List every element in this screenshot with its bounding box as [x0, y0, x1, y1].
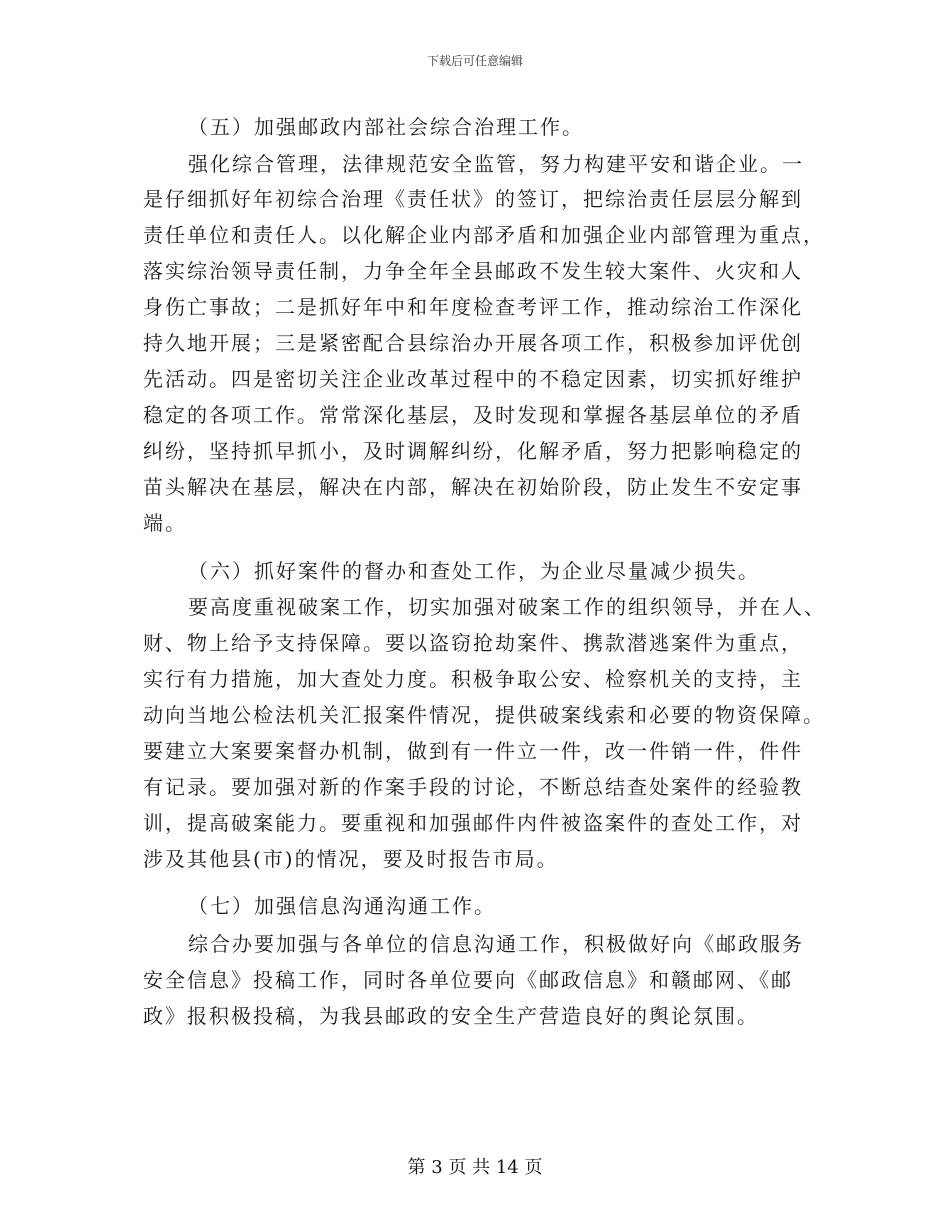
paragraph-line: 纠纷，坚持抓早抓小，及时调解纠纷，化解矛盾，努力把影响稳定的 [143, 439, 803, 463]
paragraph-line: 责任单位和责任人。以化解企业内部矛盾和加强企业内部管理为重点， [143, 223, 825, 247]
paragraph-line: 落实综治领导责任制，力争全年全县邮政不发生较大案件、火灾和人 [143, 259, 803, 283]
paragraph-line: 稳定的各项工作。常常深化基层，及时发现和掌握各基层单位的矛盾 [143, 403, 803, 427]
paragraph-line: 训，提高破案能力。要重视和加强邮件内件被盗案件的查处工作，对 [143, 811, 803, 835]
paragraph-line: 财、物上给予支持保障。要以盗窃抢劫案件、携款潜逃案件为重点， [143, 631, 803, 655]
paragraph-line: 动向当地公检法机关汇报案件情况，提供破案线索和必要的物资保障。 [143, 703, 825, 727]
paragraph-line: 要建立大案要案督办机制，做到有一件立一件，改一件销一件，件件 [143, 739, 803, 763]
paragraph-line: 端。 [143, 511, 187, 535]
paragraph-line: 安全信息》投稿工作，同时各单位要向《邮政信息》和赣邮网、《邮 [143, 968, 793, 992]
section-heading-5: （五）加强邮政内部社会综合治理工作。 [188, 115, 584, 139]
paragraph-line: 有记录。要加强对新的作案手段的讨论，不断总结查处案件的经验教 [143, 775, 803, 799]
paragraph-line: 实行有力措施，加大查处力度。积极争取公安、检察机关的支持，主 [143, 667, 803, 691]
page-header: 下载后可任意编辑 [426, 54, 523, 68]
paragraph-line: 政》报积极投稿，为我县邮政的安全生产营造良好的舆论氛围。 [143, 1004, 759, 1028]
page-number-footer: 第 3 页 共 14 页 [407, 1157, 543, 1178]
paragraph-line: 是仔细抓好年初综合治理《责任状》的签订，把综治责任层层分解到 [143, 187, 803, 211]
paragraph-line: 身伤亡事故；二是抓好年中和年度检查考评工作，推动综治工作深化 [143, 295, 803, 319]
section-heading-6: （六）抓好案件的督办和查处工作，为企业尽量减少损失。 [188, 559, 760, 583]
section-heading-7: （七）加强信息沟通沟通工作。 [188, 894, 496, 918]
paragraph-line: 苗头解决在基层，解决在内部，解决在初始阶段，防止发生不安定事 [143, 475, 803, 499]
paragraph-line: 强化综合管理，法律规范安全监管，努力构建平安和谐企业。一 [188, 152, 804, 176]
paragraph-line: 先活动。四是密切关注企业改革过程中的不稳定因素，切实抓好维护 [143, 367, 803, 391]
paragraph-line: 综合办要加强与各单位的信息沟通工作，积极做好向《邮政服务 [188, 932, 804, 956]
paragraph-line: 涉及其他县(市)的情况，要及时报告市局。 [143, 847, 559, 871]
paragraph-line: 要高度重视破案工作，切实加强对破案工作的组织领导，并在人、 [188, 595, 826, 619]
paragraph-line: 持久地开展；三是紧密配合县综治办开展各项工作，积极参加评优创 [143, 331, 803, 355]
